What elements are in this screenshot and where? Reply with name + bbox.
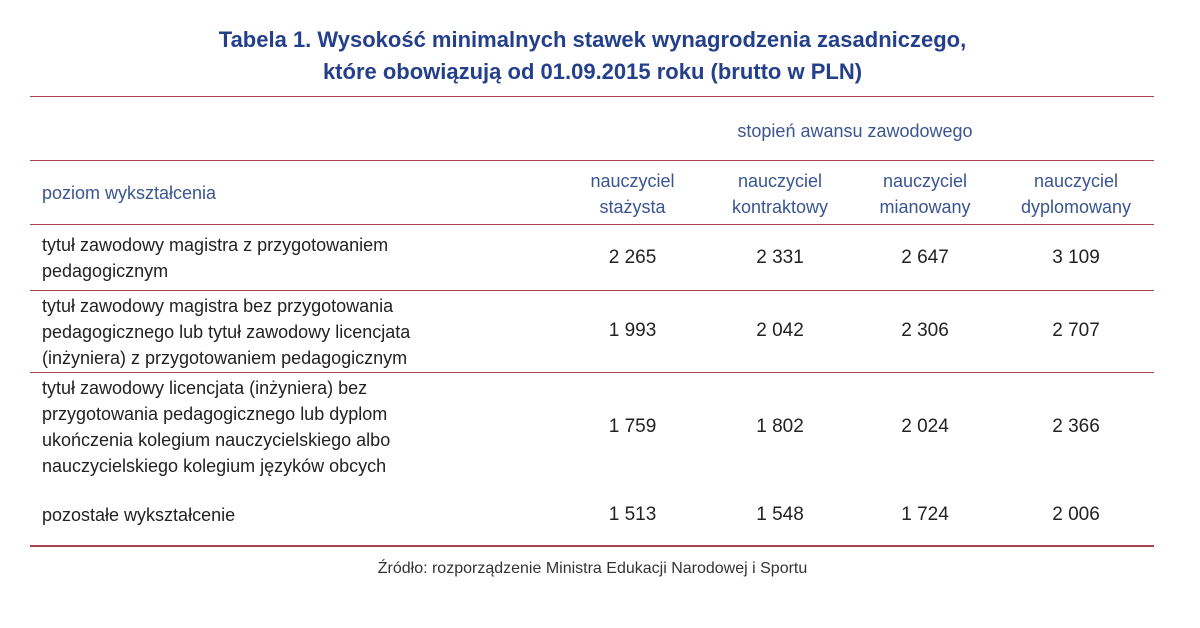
table-cell: 1 759 [608,416,657,437]
table-cell: 2 306 [901,320,949,341]
row-label-line: ukończenia kolegium nauczycielskiego albo [42,430,391,450]
row-label-line: nauczycielskiego kolegium języków obcych [42,456,387,476]
table-cell: 1 802 [756,416,804,437]
column-header-line: nauczyciel [737,171,823,191]
table-cell: 2 366 [1052,416,1100,437]
row-label-line: pedagogicznego lub tytuł zawodowy licencjata [42,322,411,342]
row-label [42,375,390,479]
column-header-dyplomowany [1000,168,1152,220]
row-label-line: przygotowania pedagogicznego lub dyplom [42,404,388,424]
table-cell: 2 024 [901,416,949,437]
column-header-mianowany [855,168,995,220]
column-header-line: nauczyciel [1033,171,1119,191]
column-header-line: nauczyciel [882,171,968,191]
table-cell: 1 993 [608,320,657,341]
table-cell: 2 647 [901,247,949,268]
row-label-line: tytuł zawodowy licencjata (inżyniera) bez [42,378,368,398]
table-cell: 1 548 [756,504,804,525]
bottom-divider [30,545,1154,547]
group-header-divider [30,160,1154,161]
table-cell: 2 265 [608,247,657,268]
table-cell: 2 707 [1052,320,1100,341]
row-label [42,502,235,528]
column-header-line: kontraktowy [731,197,829,217]
table-cell: 2 006 [1052,504,1100,525]
row-label-line: tytuł zawodowy magistra z przygotowaniem [42,235,389,255]
table-cell: 2 042 [756,320,804,341]
row-label-line: pedagogicznym [42,261,169,281]
header-divider [30,224,1154,225]
row-label-line: pozostałe wykształcenie [42,505,236,525]
table-title [0,24,1185,88]
table-cell: 1 513 [608,504,657,525]
column-header-line: nauczyciel [590,171,675,191]
row-label-line: (inżyniera) z przygotowaniem pedagogicznym [42,348,408,368]
title-line-1: Tabela 1. Wysokość minimalnych stawek wynagrodzenia zasadniczego, [218,27,967,52]
row-label [42,232,388,284]
column-header-line: stażysta [599,197,666,217]
title-line-2: które obowiązują od 01.09.2015 roku (brutto w PLN) [322,59,863,84]
group-header: stopień awansu zawodowego [737,121,973,141]
row-label-line: tytuł zawodowy magistra bez przygotowania [42,296,394,316]
table-cell: 2 331 [756,247,804,268]
row-divider [30,372,1154,373]
source-note: Źródło: rozporządzenie Ministra Edukacji Narodowej i Sportu [377,560,808,577]
column-header-line: dyplomowany [1020,197,1132,217]
column-header-line: mianowany [879,197,971,217]
table-cell: 3 109 [1052,247,1100,268]
column-header-stazysta [570,168,695,220]
row-divider [30,290,1154,291]
column-header-kontraktowy [710,168,850,220]
row-label [42,293,410,371]
top-divider [30,96,1154,97]
row-header: poziom wykształcenia [42,183,217,203]
table-cell: 1 724 [901,504,949,525]
